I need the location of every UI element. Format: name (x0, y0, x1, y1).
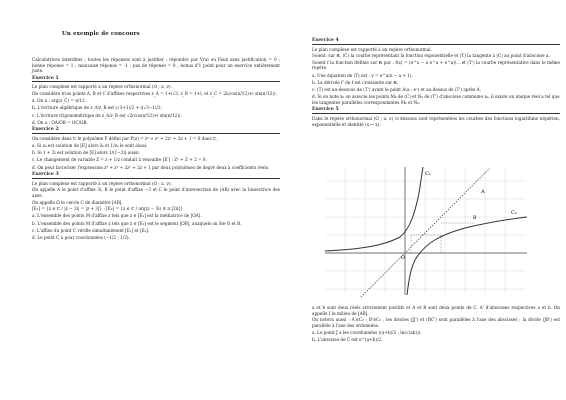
ex3-text: Le plan complexe est rapporté à un repère orthonormal (O ; u⃗, v⃗). (32, 180, 172, 186)
function-graph-figure (315, 163, 533, 298)
ex2-question-a: a. Si z₀ est solution de [E] alors z̄₀ et 1/z₀ le sont aussi. (32, 143, 148, 149)
graph-grid (325, 168, 525, 293)
ex1-question-d: d. On a : OA/OB = OC/OB. (32, 119, 88, 125)
ex5-question-b: b. L'abscisse de C est e^(a+b)/2. (312, 337, 383, 343)
ex5-question-a: a. Le point J a les coordonnées ((a+b)/2 ; ln(√(ab))). (312, 329, 422, 335)
ex4-text: Le plan complexe est rapporté à un repère orthonormal. (312, 46, 432, 52)
ex2-question-c: c. Le changement de variable Z = z + 1/z conduit à résoudre [E'] : Z² + Z + 2 = 0. (32, 157, 207, 163)
ex3-question-c: c. L'affixe du point C vérifie simultanément [E₁] et [E₂]. (32, 227, 150, 233)
ex4-question-a: a. Une équation de (T) est : y = e^a(x − a + 1). (312, 72, 413, 78)
exercise-4-heading: Exercice 4 (312, 38, 560, 45)
page-title: Un exemple de concours (62, 31, 140, 37)
label-c2: C₂ (511, 210, 517, 216)
ex5-below-2: On notera aussi : A'∈C₂ ; B'∈C₂ , les droites (JJ') et (BC') sont parallèles à l'axe des abscisses ; la droite (JB') est parallèle à l'axe des ordonnées. (312, 317, 560, 328)
ex1-question-c: c. L'écriture trigonométrique de z_A/z_B est √2(cos(π/12)+i sin(π/12)). (32, 112, 182, 118)
exercise-2-heading: Exercice 2 (32, 127, 280, 134)
ex1-points: On considère trois points A, B et C d'affixes respectives z_A = 1+i√3, z_B = 1+i, et z_C = 2i(cos(π/12)+i sin(π/12)). (32, 90, 277, 96)
ex3-question-d: d. Le point C a pour coordonnées (−1/2 ; 1/2). (32, 234, 130, 240)
label-b: B (473, 216, 477, 221)
label-origin: O (401, 256, 405, 261)
ex5-below-1: a et b sont deux réels strictement positifs et A et B sont deux points de C. A' d'abscisses respectives a et b. On appelle I le milieu de [AB]. (312, 305, 560, 316)
ex5-text: Dans le repère orthonormal (O ; u⃗, v⃗) ci-dessous sont représentées les courbes des fonctions logarithme népérien, exponentielle et identité (x ↦ x). (312, 115, 560, 127)
ex1-question-b: b. L'écriture algébrique de z_A/z_B est (√3+1)/2 + i(√3−1)/2. (32, 105, 162, 111)
intro-text: Calculatrices interdites ; toutes les réponses sont à justifier ; répondre par Vrai ou Faux sans justification = 0 ; bonne réponse = 1 ; mauvaise réponse = -1 ; pas de réponse = 0 ; bonus d'1 point pour un exercice entièrement juste. (32, 57, 280, 74)
exercise-1-heading: Exercice 1 (32, 76, 280, 83)
ex3-question-b: b. L'ensemble des points M d'affixe z tels que z ∈ [E₂] est le segment [OB], auxquels on ôte O et B. (32, 220, 242, 226)
ex4-question-b: b. La dérivée f' de f est croissante sur ℝ. (312, 79, 399, 85)
label-a: A (481, 189, 485, 195)
ex4-question-c: c. (T) est au-dessous de (T') avant le point A(a ; eᵃ) et au-dessus de (T') après A. (312, 86, 481, 92)
exercise-3-heading: Exercice 3 (32, 172, 280, 179)
right-column (312, 36, 560, 128)
ex1-text: Le plan complexe est rapporté à un repère orthonormal (O ; u⃗, v⃗). (32, 84, 172, 90)
ex2-question-b: b. Si 1 + 2i est solution de [E] alors 1/(1−2i) aussi. (32, 150, 140, 156)
left-column (32, 56, 280, 242)
ex4-p2: Soient f la fonction définie sur ℝ par : f(x) = (e^x − a e^a + e^a)/... et (T') la courbe représentative dans le même repère. (312, 59, 560, 71)
ex5-below-figure (312, 304, 560, 344)
ex2-text: On considère dans ℂ le polynôme P défini par P(z) = z⁴ + z³ + 2z² + 2z + 1 = 0 dans ℂ. (32, 135, 218, 141)
label-c1: C₁ (425, 171, 431, 177)
ex3-question-a: a. L'ensemble des points M d'affixe z tels que z ∈ [E₁] est la médiatrice de [OA]. (32, 213, 202, 219)
ex2-question-d: d. On peut factoriser l'expression z⁴ + z³ + 2z² + 2z + 1 par deux polynômes de degré deux à coefficients réels. (32, 164, 270, 170)
ex3-p3: [E₁] = {z ∈ ℂ / |z − 3i| = |z + 3|} ; [E₂] = {z ∈ ℂ / arg(z − 3i) ≡ π [2π]} (32, 206, 183, 212)
identity-line (345, 168, 490, 298)
ex3-p1: On appelle A le point d'affixe 3i, B le point d'affixe −3 et C le point d'intersection de (AB) avec la bissectrice des axes. (32, 187, 280, 199)
graph-svg (315, 163, 533, 298)
ex4-p1: Soient: sur ℝ, (C) la courbe représentant la fonction exponentielle et (T) la tangente à (C) au point d'abscisse a. (312, 53, 550, 59)
ex4-question-d: d. Si on note x₀ on associe les points M₀ de (C) et N₀ de (T') d'abscisse commune x₀, il existe un unique réel a tel que les tangentes parallèles correspondantes M₀ et N₀. (312, 94, 560, 105)
exponential-curve (325, 167, 423, 251)
ex3-p2: On appelle Ω le cercle C de diamètre [AB]. (32, 199, 123, 205)
ex1-question-a: a. On a : arg(z_C) = π/12. (32, 98, 87, 104)
exercise-5-heading: Exercice 5 (312, 107, 560, 114)
